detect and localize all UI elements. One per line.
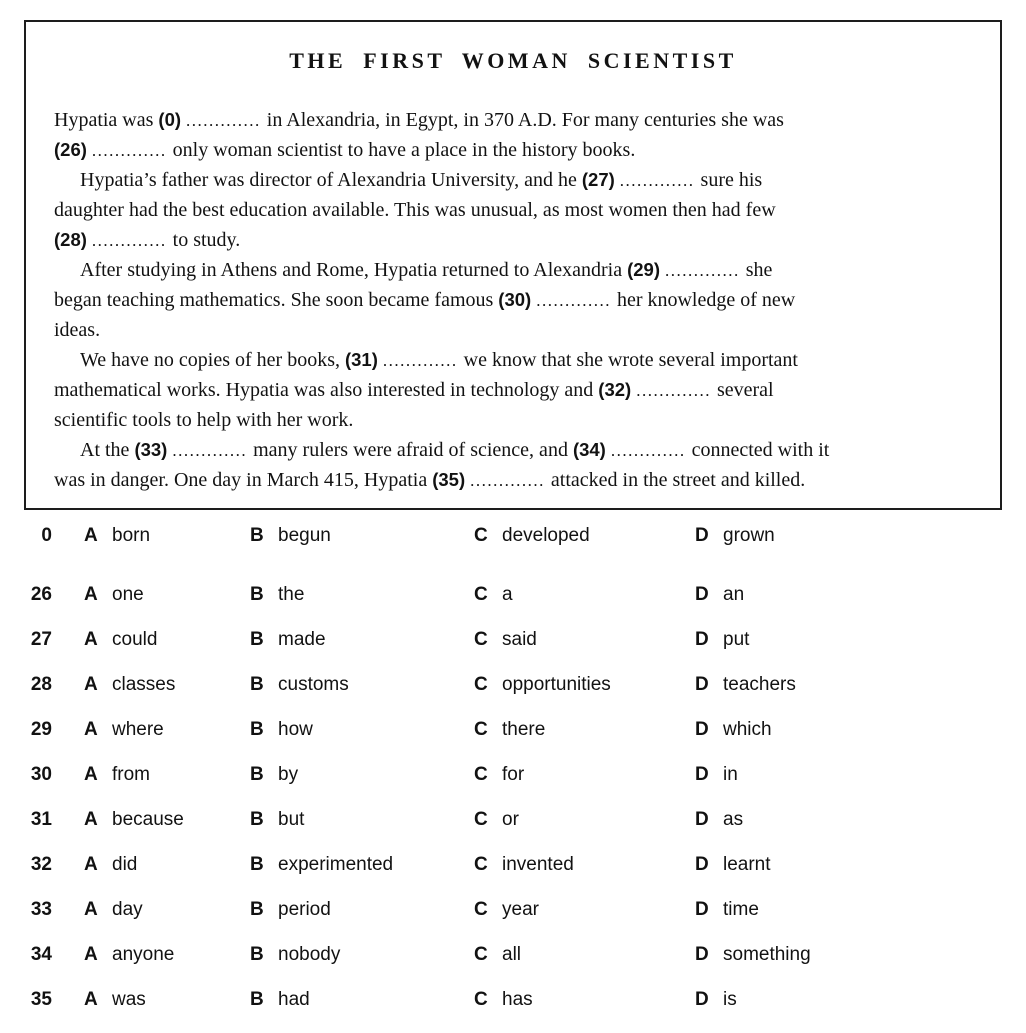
option-d[interactable]: [695, 718, 1026, 742]
option-letter: A: [84, 854, 98, 875]
option-letter: B: [250, 854, 264, 875]
option-word: year: [502, 899, 539, 920]
option-word: was: [112, 989, 146, 1010]
option-letter: C: [474, 764, 488, 785]
option-b[interactable]: [250, 583, 474, 607]
passage-line: [54, 195, 976, 225]
option-b[interactable]: [250, 898, 474, 922]
option-a[interactable]: [84, 988, 250, 1012]
option-word: invented: [502, 854, 574, 875]
passage-box: [24, 20, 1002, 510]
passage-text-segment: Hypatia’s father was director of Alexandria University, and he: [80, 169, 582, 191]
passage-text-segment: attacked in the street and killed.: [550, 469, 806, 491]
option-b[interactable]: [250, 808, 474, 832]
option-letter: A: [84, 899, 98, 920]
gap-dots: .............: [382, 351, 458, 370]
passage-text-segment: we know that she wrote several important: [463, 349, 798, 371]
gap-number: (30): [498, 289, 532, 310]
option-b[interactable]: [250, 628, 474, 652]
option-letter: B: [250, 525, 264, 546]
option-word: period: [278, 899, 331, 920]
option-c[interactable]: [474, 524, 695, 548]
option-c[interactable]: [474, 988, 695, 1012]
option-word: which: [723, 719, 772, 740]
option-word: opportunities: [502, 674, 611, 695]
option-word: time: [723, 899, 759, 920]
option-c[interactable]: [474, 583, 695, 607]
option-word: one: [112, 584, 144, 605]
option-row: [0, 718, 1026, 763]
option-letter: D: [695, 584, 709, 605]
option-d[interactable]: [695, 763, 1026, 787]
option-word: from: [112, 764, 150, 785]
gap-number: (26): [54, 139, 87, 160]
option-a[interactable]: [84, 763, 250, 787]
option-word: for: [502, 764, 525, 785]
option-word: experimented: [278, 854, 394, 875]
option-row: [0, 524, 1026, 569]
passage-text-segment: was in danger. One day in March 415, Hypatia: [54, 469, 433, 491]
passage-text-segment: After studying in Athens and Rome, Hypatia returned to Alexandria: [80, 259, 628, 281]
option-word: developed: [502, 525, 590, 546]
option-d[interactable]: [695, 898, 1026, 922]
option-letter: A: [84, 525, 98, 546]
option-row: [0, 808, 1026, 853]
option-letter: C: [474, 674, 488, 695]
option-letter: D: [695, 944, 709, 965]
option-word: day: [112, 899, 143, 920]
question-number: 31: [30, 809, 52, 830]
passage-line: [54, 315, 976, 345]
passage-line: [54, 345, 976, 375]
question-number: 30: [30, 764, 52, 785]
option-c[interactable]: [474, 943, 695, 967]
option-row: [0, 583, 1026, 628]
option-word: learnt: [723, 854, 771, 875]
option-c[interactable]: [474, 628, 695, 652]
option-c[interactable]: [474, 718, 695, 742]
passage-text-segment: in Alexandria, in Egypt, in 370 A.D. For many centuries she was: [266, 109, 784, 131]
passage-line: [54, 225, 976, 255]
option-c[interactable]: [474, 673, 695, 697]
option-a[interactable]: [84, 673, 250, 697]
option-a[interactable]: [84, 808, 250, 832]
option-letter: A: [84, 674, 98, 695]
question-number: 28: [30, 674, 52, 695]
gap-dots: .............: [536, 291, 611, 310]
question-number: 34: [30, 944, 52, 965]
option-d[interactable]: [695, 853, 1026, 877]
option-letter: D: [695, 989, 709, 1010]
gap-dots: .............: [665, 261, 740, 280]
passage-text-segment: ideas.: [54, 319, 101, 341]
option-word: a: [502, 584, 513, 605]
question-number: 29: [30, 719, 52, 740]
question-number: 32: [30, 854, 52, 875]
passage-text-segment: to study.: [172, 229, 241, 251]
option-word: or: [502, 809, 519, 830]
question-number: 0: [41, 525, 52, 546]
option-letter: B: [250, 629, 264, 650]
option-letter: C: [474, 854, 488, 875]
option-letter: C: [474, 629, 488, 650]
passage-line: [54, 135, 976, 165]
option-word: teachers: [723, 674, 796, 695]
option-word: as: [723, 809, 744, 830]
option-row: [0, 943, 1026, 988]
gap-dots: .............: [610, 441, 686, 460]
option-word: in: [723, 764, 738, 785]
option-letter: A: [84, 629, 98, 650]
option-letter: D: [695, 764, 709, 785]
option-c[interactable]: [474, 808, 695, 832]
question-number: 35: [30, 989, 52, 1010]
option-letter: B: [250, 899, 264, 920]
passage-text-segment: daughter had the best education available. This was unusual, as most women then had few: [54, 199, 776, 221]
option-word: could: [112, 629, 158, 650]
option-d[interactable]: [695, 524, 1026, 548]
passage-text-segment: only woman scientist to have a place in the history books.: [172, 139, 636, 161]
option-row: [0, 898, 1026, 943]
option-word: customs: [278, 674, 349, 695]
option-word: nobody: [278, 944, 341, 965]
gap-number: (32): [598, 379, 632, 400]
option-letter: A: [84, 719, 98, 740]
gap-dots: .............: [186, 111, 261, 130]
passage-line: [54, 465, 976, 495]
passage-text: [54, 105, 976, 495]
option-word: the: [278, 584, 305, 605]
option-word: begun: [278, 525, 331, 546]
option-letter: D: [695, 899, 709, 920]
question-number: 27: [30, 629, 52, 650]
passage-text-segment: We have no copies of her books,: [80, 349, 345, 371]
gap-number: (33): [134, 439, 168, 460]
option-word: something: [723, 944, 811, 965]
option-row: [0, 988, 1026, 1033]
option-word: because: [112, 809, 184, 830]
option-a[interactable]: [84, 853, 250, 877]
passage-text-segment: At the: [80, 439, 135, 461]
option-d[interactable]: [695, 943, 1026, 967]
option-word: did: [112, 854, 138, 875]
option-letter: B: [250, 989, 264, 1010]
option-word: an: [723, 584, 745, 605]
option-word: had: [278, 989, 310, 1010]
option-a[interactable]: [84, 943, 250, 967]
option-b[interactable]: [250, 763, 474, 787]
gap-number: (35): [432, 469, 466, 490]
gap-dots: .............: [91, 141, 167, 160]
options-table: [0, 524, 1026, 1033]
passage-text-segment: mathematical works. Hypatia was also interested in technology and: [54, 379, 599, 401]
question-number: 26: [30, 584, 52, 605]
passage-text-segment: her knowledge of new: [616, 289, 796, 311]
option-b[interactable]: [250, 673, 474, 697]
option-letter: C: [474, 809, 488, 830]
option-a[interactable]: [84, 583, 250, 607]
option-c[interactable]: [474, 763, 695, 787]
option-letter: C: [474, 525, 488, 546]
passage-text-segment: several: [716, 379, 774, 401]
option-letter: A: [84, 764, 98, 785]
passage-line: [54, 435, 976, 465]
passage-text-segment: Hypatia was: [54, 109, 159, 131]
option-letter: B: [250, 764, 264, 785]
option-d[interactable]: [695, 808, 1026, 832]
passage-line: [54, 285, 976, 315]
option-letter: A: [84, 809, 98, 830]
option-b[interactable]: [250, 524, 474, 548]
option-letter: A: [84, 989, 98, 1010]
option-letter: C: [474, 719, 488, 740]
passage-text-segment: connected with it: [691, 439, 830, 461]
passage-title: THE FIRST WOMAN SCIENTIST: [289, 48, 737, 73]
gap-dots: .............: [636, 381, 711, 400]
option-letter: B: [250, 944, 264, 965]
option-letter: C: [474, 989, 488, 1010]
option-letter: A: [84, 584, 98, 605]
option-a[interactable]: [84, 718, 250, 742]
gap-dots: .............: [91, 231, 167, 250]
option-a[interactable]: [84, 898, 250, 922]
passage-text-segment: she: [745, 259, 773, 281]
passage-text-segment: scientific tools to help with her work.: [54, 409, 354, 431]
option-letter: B: [250, 584, 264, 605]
option-b[interactable]: [250, 718, 474, 742]
option-word: is: [723, 989, 737, 1010]
option-c[interactable]: [474, 853, 695, 877]
passage-line: [54, 375, 976, 405]
option-word: put: [723, 629, 750, 650]
option-letter: B: [250, 719, 264, 740]
option-row: [0, 628, 1026, 673]
option-d[interactable]: [695, 628, 1026, 652]
option-b[interactable]: [250, 988, 474, 1012]
option-row: [0, 763, 1026, 808]
option-letter: B: [250, 674, 264, 695]
option-letter: D: [695, 719, 709, 740]
option-word: said: [502, 629, 537, 650]
option-word: how: [278, 719, 313, 740]
option-word: where: [112, 719, 164, 740]
gap-number: (34): [572, 439, 606, 460]
option-word: has: [502, 989, 533, 1010]
gap-number: (0): [158, 109, 182, 130]
option-d[interactable]: [695, 988, 1026, 1012]
gap-number: (28): [54, 229, 87, 250]
option-word: by: [278, 764, 299, 785]
option-word: but: [278, 809, 305, 830]
gap-number: (27): [581, 169, 615, 190]
gap-number: (29): [627, 259, 661, 280]
option-a[interactable]: [84, 628, 250, 652]
passage-text-segment: began teaching mathematics. She soon became famous: [54, 289, 499, 311]
option-a[interactable]: [84, 524, 250, 548]
gap-number: (31): [344, 349, 378, 370]
option-letter: C: [474, 899, 488, 920]
option-letter: D: [695, 809, 709, 830]
option-c[interactable]: [474, 898, 695, 922]
option-d[interactable]: [695, 673, 1026, 697]
option-word: there: [502, 719, 546, 740]
passage-line: [54, 255, 976, 285]
option-row: [0, 673, 1026, 718]
option-b[interactable]: [250, 853, 474, 877]
option-letter: C: [474, 944, 488, 965]
passage-line: [54, 405, 976, 435]
gap-dots: .............: [172, 441, 248, 460]
option-letter: D: [695, 525, 709, 546]
question-number: 33: [30, 899, 52, 920]
option-word: born: [112, 525, 151, 546]
option-letter: A: [84, 944, 98, 965]
option-word: classes: [112, 674, 176, 695]
option-word: all: [502, 944, 522, 965]
gap-dots: .............: [619, 171, 695, 190]
option-b[interactable]: [250, 943, 474, 967]
option-letter: D: [695, 629, 709, 650]
option-word: anyone: [112, 944, 175, 965]
option-letter: D: [695, 854, 709, 875]
option-row: [0, 853, 1026, 898]
option-letter: D: [695, 674, 709, 695]
passage-line: [54, 105, 976, 135]
gap-dots: .............: [470, 471, 545, 490]
option-letter: C: [474, 584, 488, 605]
option-letter: B: [250, 809, 264, 830]
passage-text-segment: many rulers were afraid of science, and: [253, 439, 573, 461]
option-word: grown: [723, 525, 775, 546]
passage-line: [54, 165, 976, 195]
option-word: made: [278, 629, 326, 650]
option-d[interactable]: [695, 583, 1026, 607]
passage-text-segment: sure his: [700, 169, 763, 191]
